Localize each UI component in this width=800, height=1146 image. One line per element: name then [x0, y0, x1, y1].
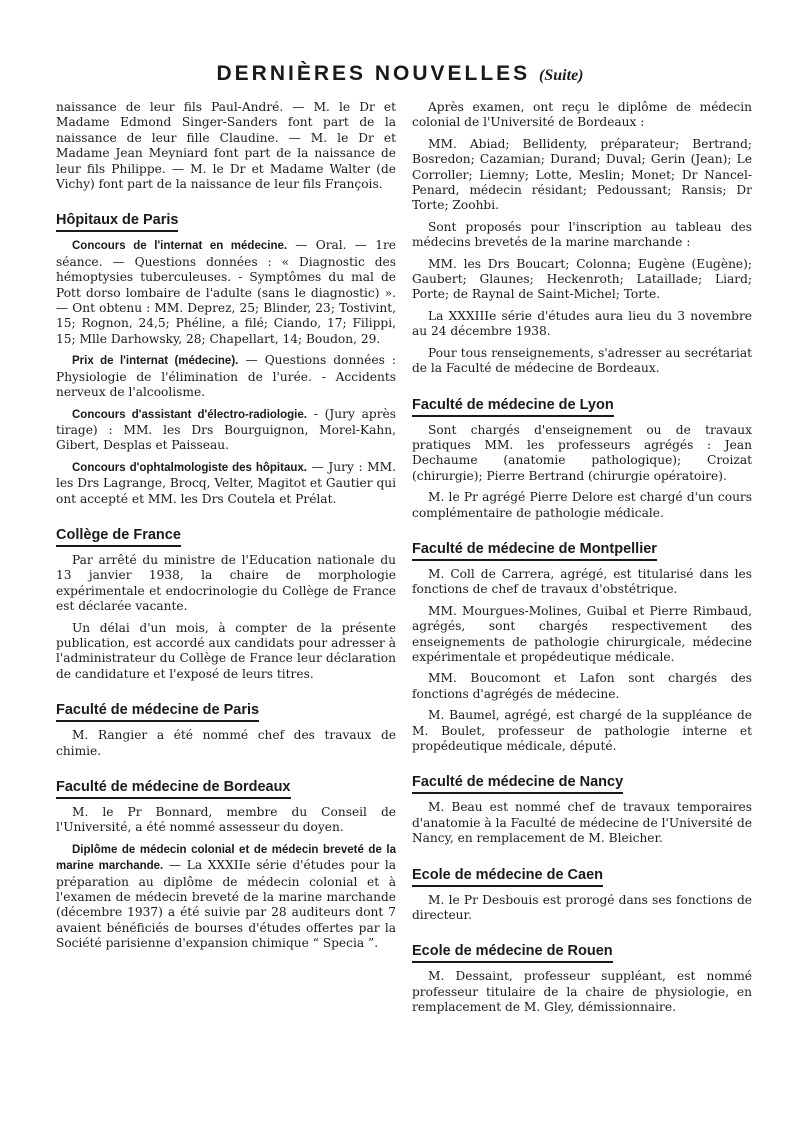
- subheading: Diplôme de médecin colonial et de médecin breveté de la marine marchande.: [56, 843, 396, 873]
- section-title-nancy: Faculté de médecine de Nancy: [412, 774, 623, 794]
- paragraph: M. le Pr agrégé Pierre Delore est chargé d'un cours complémentaire de pathologie médicale.: [412, 490, 752, 520]
- paragraph: Après examen, ont reçu le diplôme de médecin colonial de l'Université de Bordeaux :: [412, 100, 752, 130]
- paragraph-body: — Jury : MM. les Drs Lagrange, Brocq, Velter, Magitot et Gautier qui ont accepté et MM. les Drs Coutela et Prélat.: [56, 459, 397, 506]
- paragraph: MM. Boucomont et Lafon sont chargés des fonctions d'agrégés de médecine.: [412, 671, 752, 701]
- paragraph: Sont proposés pour l'inscription au tableau des médecins brevetés de la marine marchande :: [412, 219, 752, 250]
- paragraph: MM. Mourgues-Molines, Guibal et Pierre Rimbaud, agrégés, sont chargés respectivement des enseignements de pathologie chirurgicale, médecine expérimentale et propédeutique médicale.: [412, 603, 752, 664]
- paragraph: M. Coll de Carrera, agrégé, est titularisé dans les fonctions de chef de travaux d'obstétrique.: [412, 566, 752, 597]
- paragraph: Pour tous renseignements, s'adresser au secrétariat de la Faculté de médecine de Bordeaux.: [412, 345, 752, 376]
- section-title-montpellier: Faculté de médecine de Montpellier: [412, 541, 657, 561]
- page-header: [0, 62, 800, 86]
- paragraph: La XXXIIIe série d'études aura lieu du 3 novembre au 24 décembre 1938.: [412, 308, 752, 339]
- paragraph: Par arrêté du ministre de l'Education nationale du 13 janvier 1938, la chaire de morphologie expérimentale et endocrinologie du Collège de France est déclarée vacante.: [56, 552, 396, 614]
- paragraph: Un délai d'un mois, à compter de la présente publication, est accordé aux candidats pour adresser à l'administrateur du Collège de France leur déclaration de candidature et l'exposé de leurs titres.: [56, 620, 396, 681]
- right-column: [412, 100, 752, 1022]
- left-column: [56, 100, 396, 958]
- header-title: DERNIÈRES NOUVELLES: [216, 62, 531, 85]
- paragraph: M. Beau est nommé chef de travaux temporaires d'anatomie à la Faculté de médecine de l'Université de Nancy, en remplacement de M. Bleicher.: [412, 800, 752, 846]
- section-title-college: Collège de France: [56, 527, 181, 547]
- paragraph: M. le Pr Desbouis est prorogé dans ses fonctions de directeur.: [412, 892, 752, 923]
- paragraph: [56, 238, 396, 347]
- paragraph-body: — Questions données : Physiologie de l'élimination de l'urée. - Accidents nerveux de l'alcoolisme.: [56, 353, 397, 400]
- header-suite: (Suite): [539, 67, 584, 84]
- paragraph: Sont chargés d'enseignement ou de travaux pratiques MM. les professeurs agrégés : Jean Dechaume (anatomie pathologique); Croizat (chirurgie); Pierre Bertrand (chirurgie opératoire).: [412, 422, 752, 483]
- paragraph: MM. Abiad; Bellidenty, préparateur; Bertrand; Bosredon; Cazamian; Durand; Duval; Gerin (Jean); Le Corroller; Liemny; Lotte, Meslin; Monet; Dr Nancel-Penard, médecin résidant; Pedoussant; Ransis; Dr Torte; Zoohbi.: [412, 136, 752, 213]
- paragraph-body: — La XXXIIe série d'études pour la préparation au diplôme de médecin colonial et à l'examen de médecin breveté de la marine marchande (décembre 1937) a été suivie par 28 auditeurs dont 7 avaient bénéficiés de bourses d'études offertes par la Société parisienne d'expansion chimique “ Specia ”.: [56, 858, 396, 951]
- paragraph: [56, 353, 396, 400]
- intro-paragraph: naissance de leur fils Paul-André. — M. le Dr et Madame Edmond Singer-Sanders font part de la naissance de leur fille Claudine. — M. le Dr et Madame Jean Meyniard font part de la naissance de leur fils Philippe. — M. le Dr et Madame Walter (de Vichy) font part de la naissance de leur fils François.: [56, 100, 396, 192]
- paragraph-body: - (Jury après tirage) : MM. les Drs Bourguignon, Morel-Kahn, Gibert, Desplas et Paisseau.: [56, 406, 396, 453]
- subheading: Concours d'ophtalmologiste des hôpitaux.: [72, 461, 307, 474]
- section-title-bordeaux: Faculté de médecine de Bordeaux: [56, 779, 291, 799]
- paragraph: M. Dessaint, professeur suppléant, est nommé professeur titulaire de la chaire de physiologie, en remplacement de M. Gley, démissionnaire.: [412, 969, 752, 1015]
- paragraph: [56, 407, 396, 454]
- subheading: Prix de l'internat (médecine).: [72, 355, 239, 368]
- paragraph: [56, 460, 396, 507]
- paragraph: M. Rangier a été nommé chef des travaux de chimie.: [56, 728, 396, 758]
- section-title-rouen: Ecole de médecine de Rouen: [412, 943, 613, 963]
- section-title-paris: Faculté de médecine de Paris: [56, 702, 259, 722]
- section-title-hopitaux: Hôpitaux de Paris: [56, 212, 178, 232]
- subheading: Concours d'assistant d'électro-radiologie.: [72, 408, 307, 421]
- section-title-caen: Ecole de médecine de Caen: [412, 867, 603, 887]
- section-title-lyon: Faculté de médecine de Lyon: [412, 397, 614, 417]
- subheading: Concours de l'internat en médecine.: [72, 240, 288, 253]
- paragraph: M. Baumel, agrégé, est chargé de la suppléance de M. Boulet, professeur de pathologie interne et propédeutique médicale, député.: [412, 708, 752, 753]
- paragraph: MM. les Drs Boucart; Colonna; Eugène (Eugène); Gaubert; Glaunes; Heckenroth; Lataillade; Liard; Porte; de Raynal de Saint-Michel; Torte.: [412, 256, 752, 302]
- paragraph-body: — Oral. — 1re séance. — Questions données : « Diagnostic des hémoptysies tuberculeuses. - Symptômes du mal de Pott dorso lombaire de l'adulte (sans le diagnostic) ». — Ont obtenu : MM. Deprez, 25; Blinder, 23; Tostivint, 15; Rognon, 24,5; Phéline, a filé; Ciando, 17; Filippi, 15; Mlle Darhowsky, 28; Chapellart, 14; Boudon, 29.: [56, 238, 396, 346]
- paragraph: M. le Pr Bonnard, membre du Conseil de l'Université, a été nommé assesseur du doyen.: [56, 805, 396, 835]
- paragraph: [56, 842, 396, 952]
